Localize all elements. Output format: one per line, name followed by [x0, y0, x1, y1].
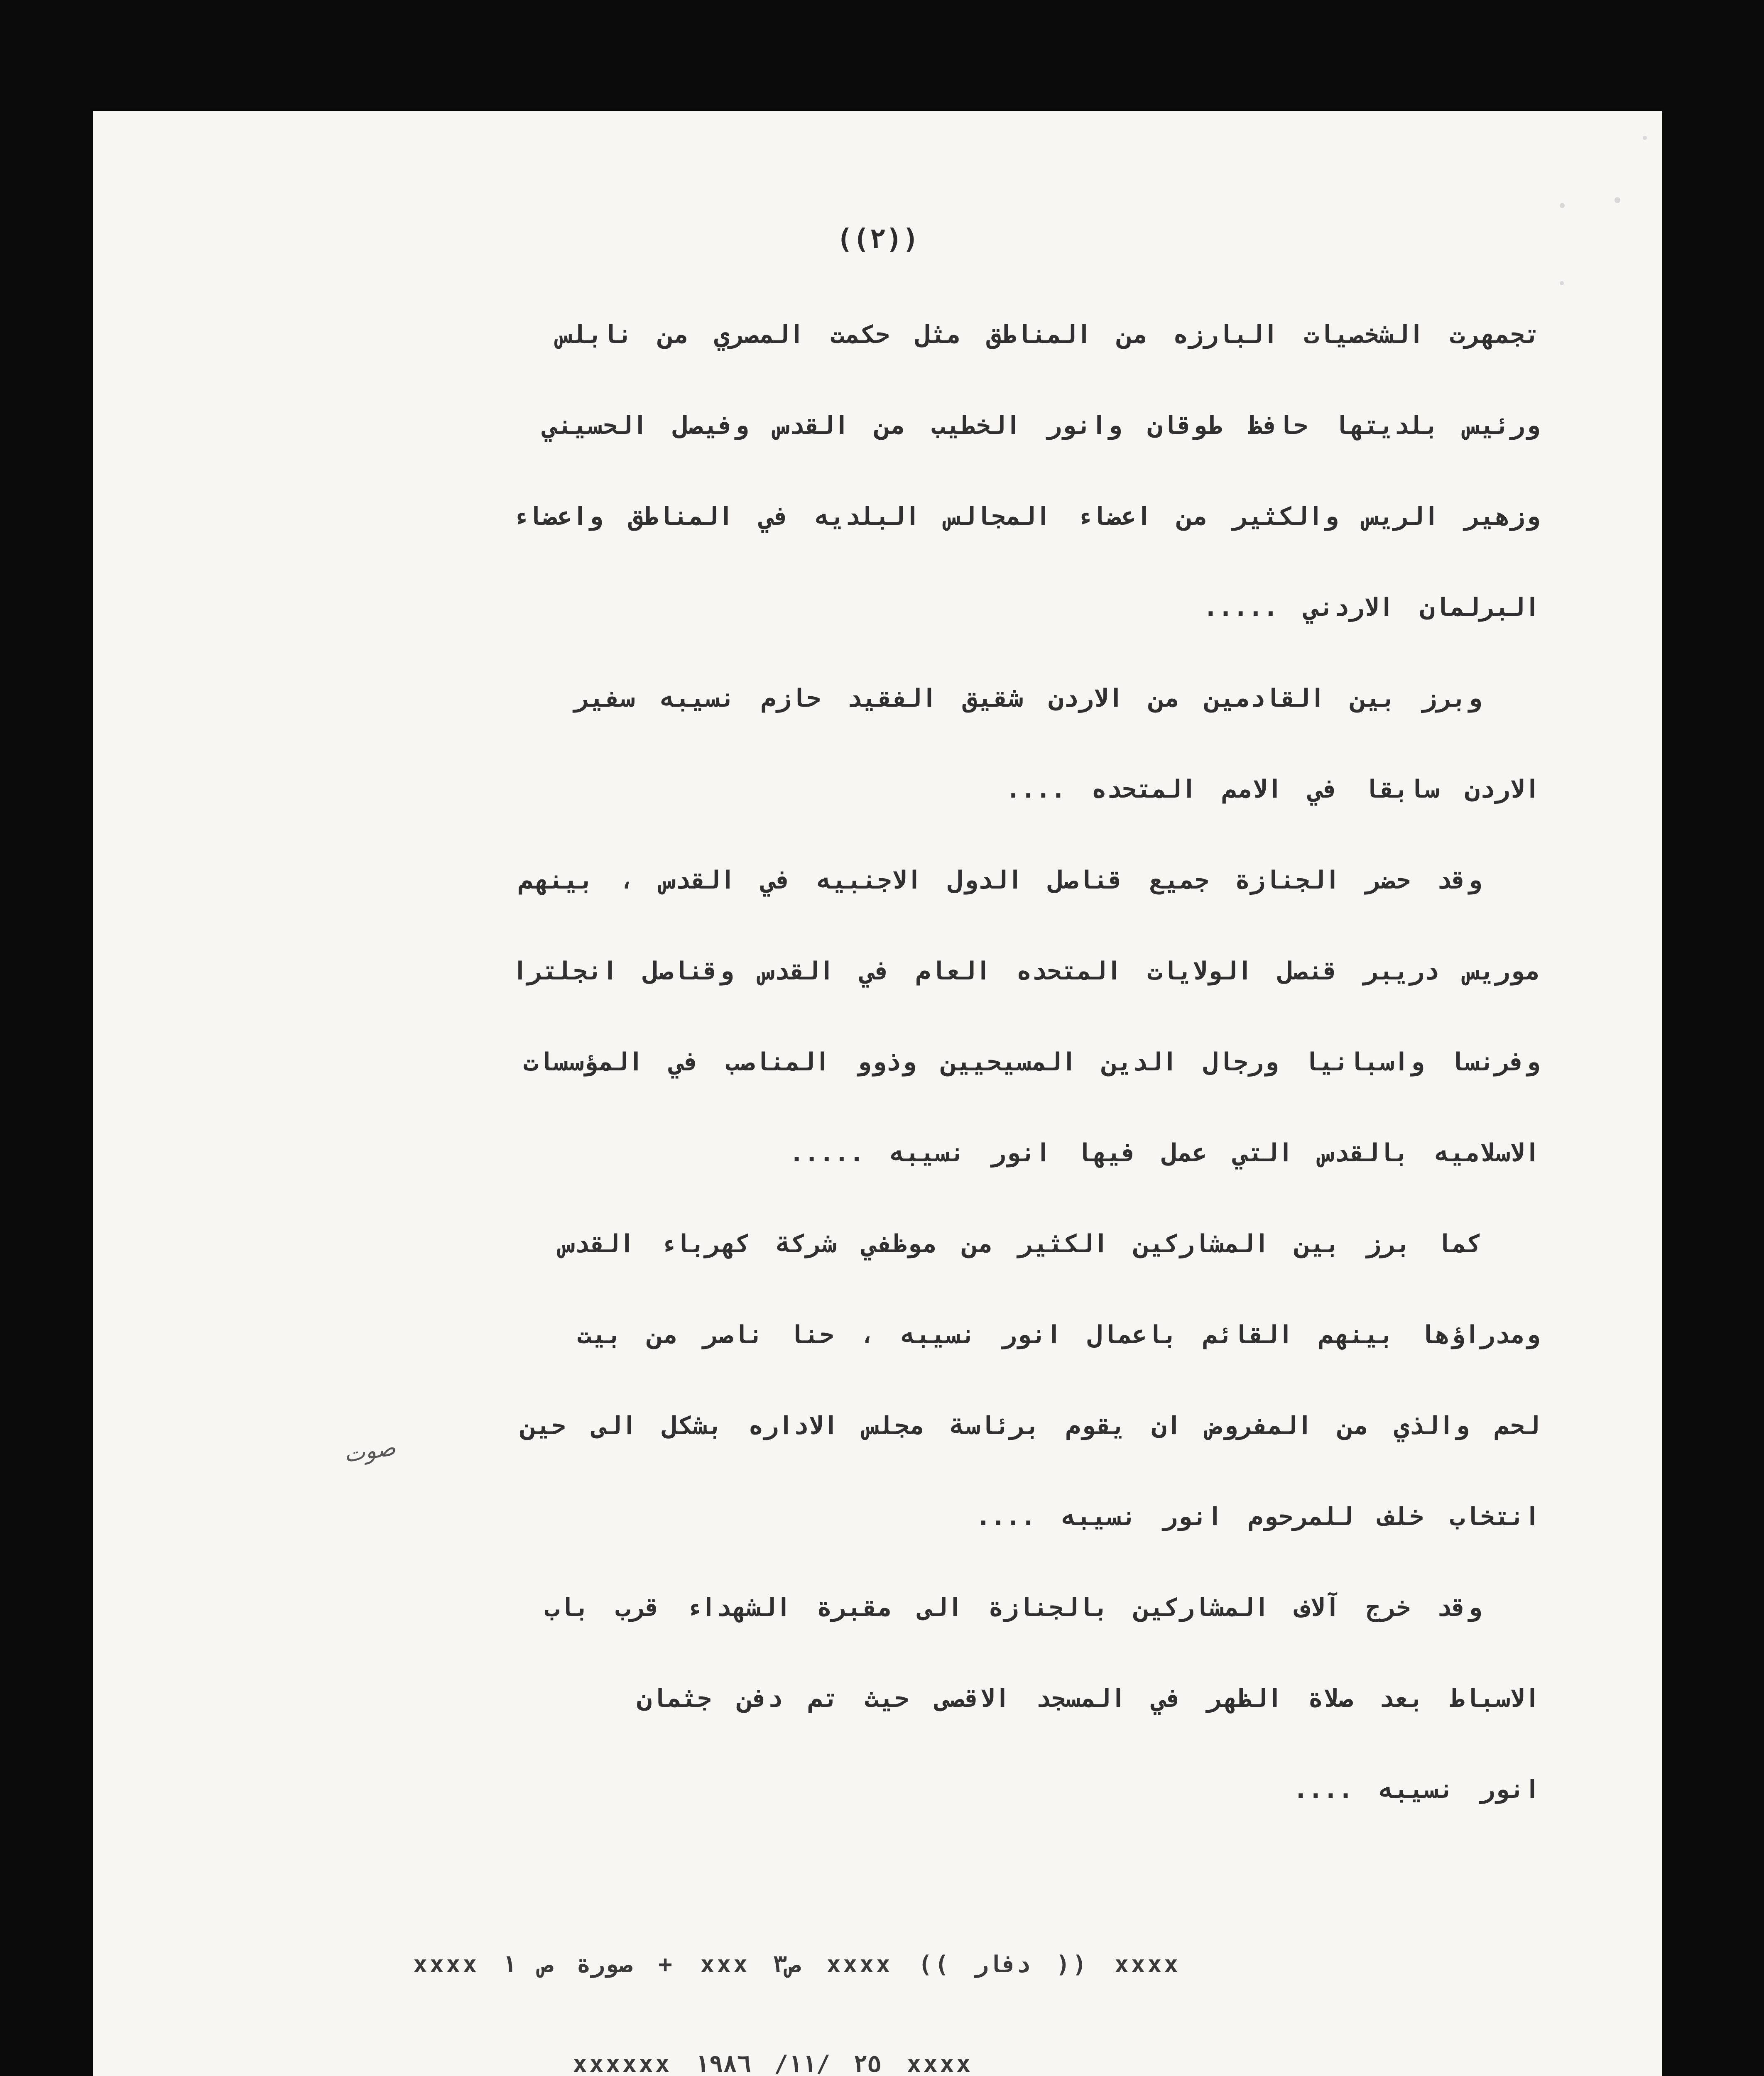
- text-line: ورئيس بلديتها حافظ طوقان وانور الخطيب من القدس وفيصل الحسيني: [542, 411, 1540, 440]
- text-line: الاردن سابقا في الامم المتحده ....: [1006, 775, 1540, 804]
- paper-mark-4: [1560, 281, 1564, 285]
- text-line: موريس دريبر قنصل الولايات المتحده العام في القدس وقناصل انجلترا: [512, 957, 1540, 986]
- handwritten-annotation: صوت: [342, 1434, 397, 1468]
- text-line: تجمهرت الشخصيات البارزه من المناطق مثل حكمت المصري من نابلس: [557, 320, 1540, 349]
- text-line: الاسباط بعد صلاة الظهر في المسجد الاقصى حيث تم دفن جثمان: [637, 1684, 1540, 1713]
- text-line: ومدراؤها بينهم القائم باعمال انور نسيبه ، حنا ناصر من بيت: [576, 1320, 1540, 1349]
- source-reference: xxxx (( دفار )) xxxx ص٣ xxx + صورة ص ١ xxxx: [413, 1951, 1181, 1978]
- date-reference: xxxx ٢٥ /١١/ ١٩٨٦ xxxxxx: [573, 2051, 973, 2076]
- text-line: كما برز بين المشاركين الكثير من موظفي شركة كهرباء القدس: [559, 1229, 1482, 1258]
- document-body: [273, 289, 1540, 1835]
- paper-mark-2: [1560, 203, 1565, 208]
- text-line: انتخاب خلف للمرحوم انور نسيبه ....: [975, 1502, 1540, 1531]
- text-line: لحم والذي من المفروض ان يقوم برئاسة مجلس الاداره بشكل الى حين: [521, 1411, 1540, 1440]
- text-line: الاسلاميه بالقدس التي عمل فيها انور نسيبه .....: [789, 1138, 1540, 1168]
- text-line: وقد خرج آلاف المشاركين بالجنازة الى مقبرة الشهداء قرب باب: [544, 1593, 1482, 1622]
- text-line: انور نسيبه ....: [1293, 1775, 1540, 1804]
- text-line: وزهير الريس والكثير من اعضاء المجالس البلديه في المناطق واعضاء: [512, 502, 1540, 531]
- page-number: ((٢)): [836, 223, 919, 255]
- paper-mark-1: [1643, 136, 1647, 140]
- text-line: البرلمان الاردني .....: [1203, 593, 1540, 622]
- text-line: وفرنسا واسبانيا ورجال الدين المسيحيين وذوو المناصب في المؤسسات: [523, 1048, 1540, 1077]
- text-line: وبرز بين القادمين من الاردن شقيق الفقيد حازم نسيبه سفير: [574, 684, 1482, 713]
- document-page: [93, 111, 1662, 2076]
- text-line: وقد حضر الجنازة جميع قناصل الدول الاجنبيه في القدس ، بينهم: [518, 866, 1482, 895]
- paper-mark-3: [1615, 197, 1620, 203]
